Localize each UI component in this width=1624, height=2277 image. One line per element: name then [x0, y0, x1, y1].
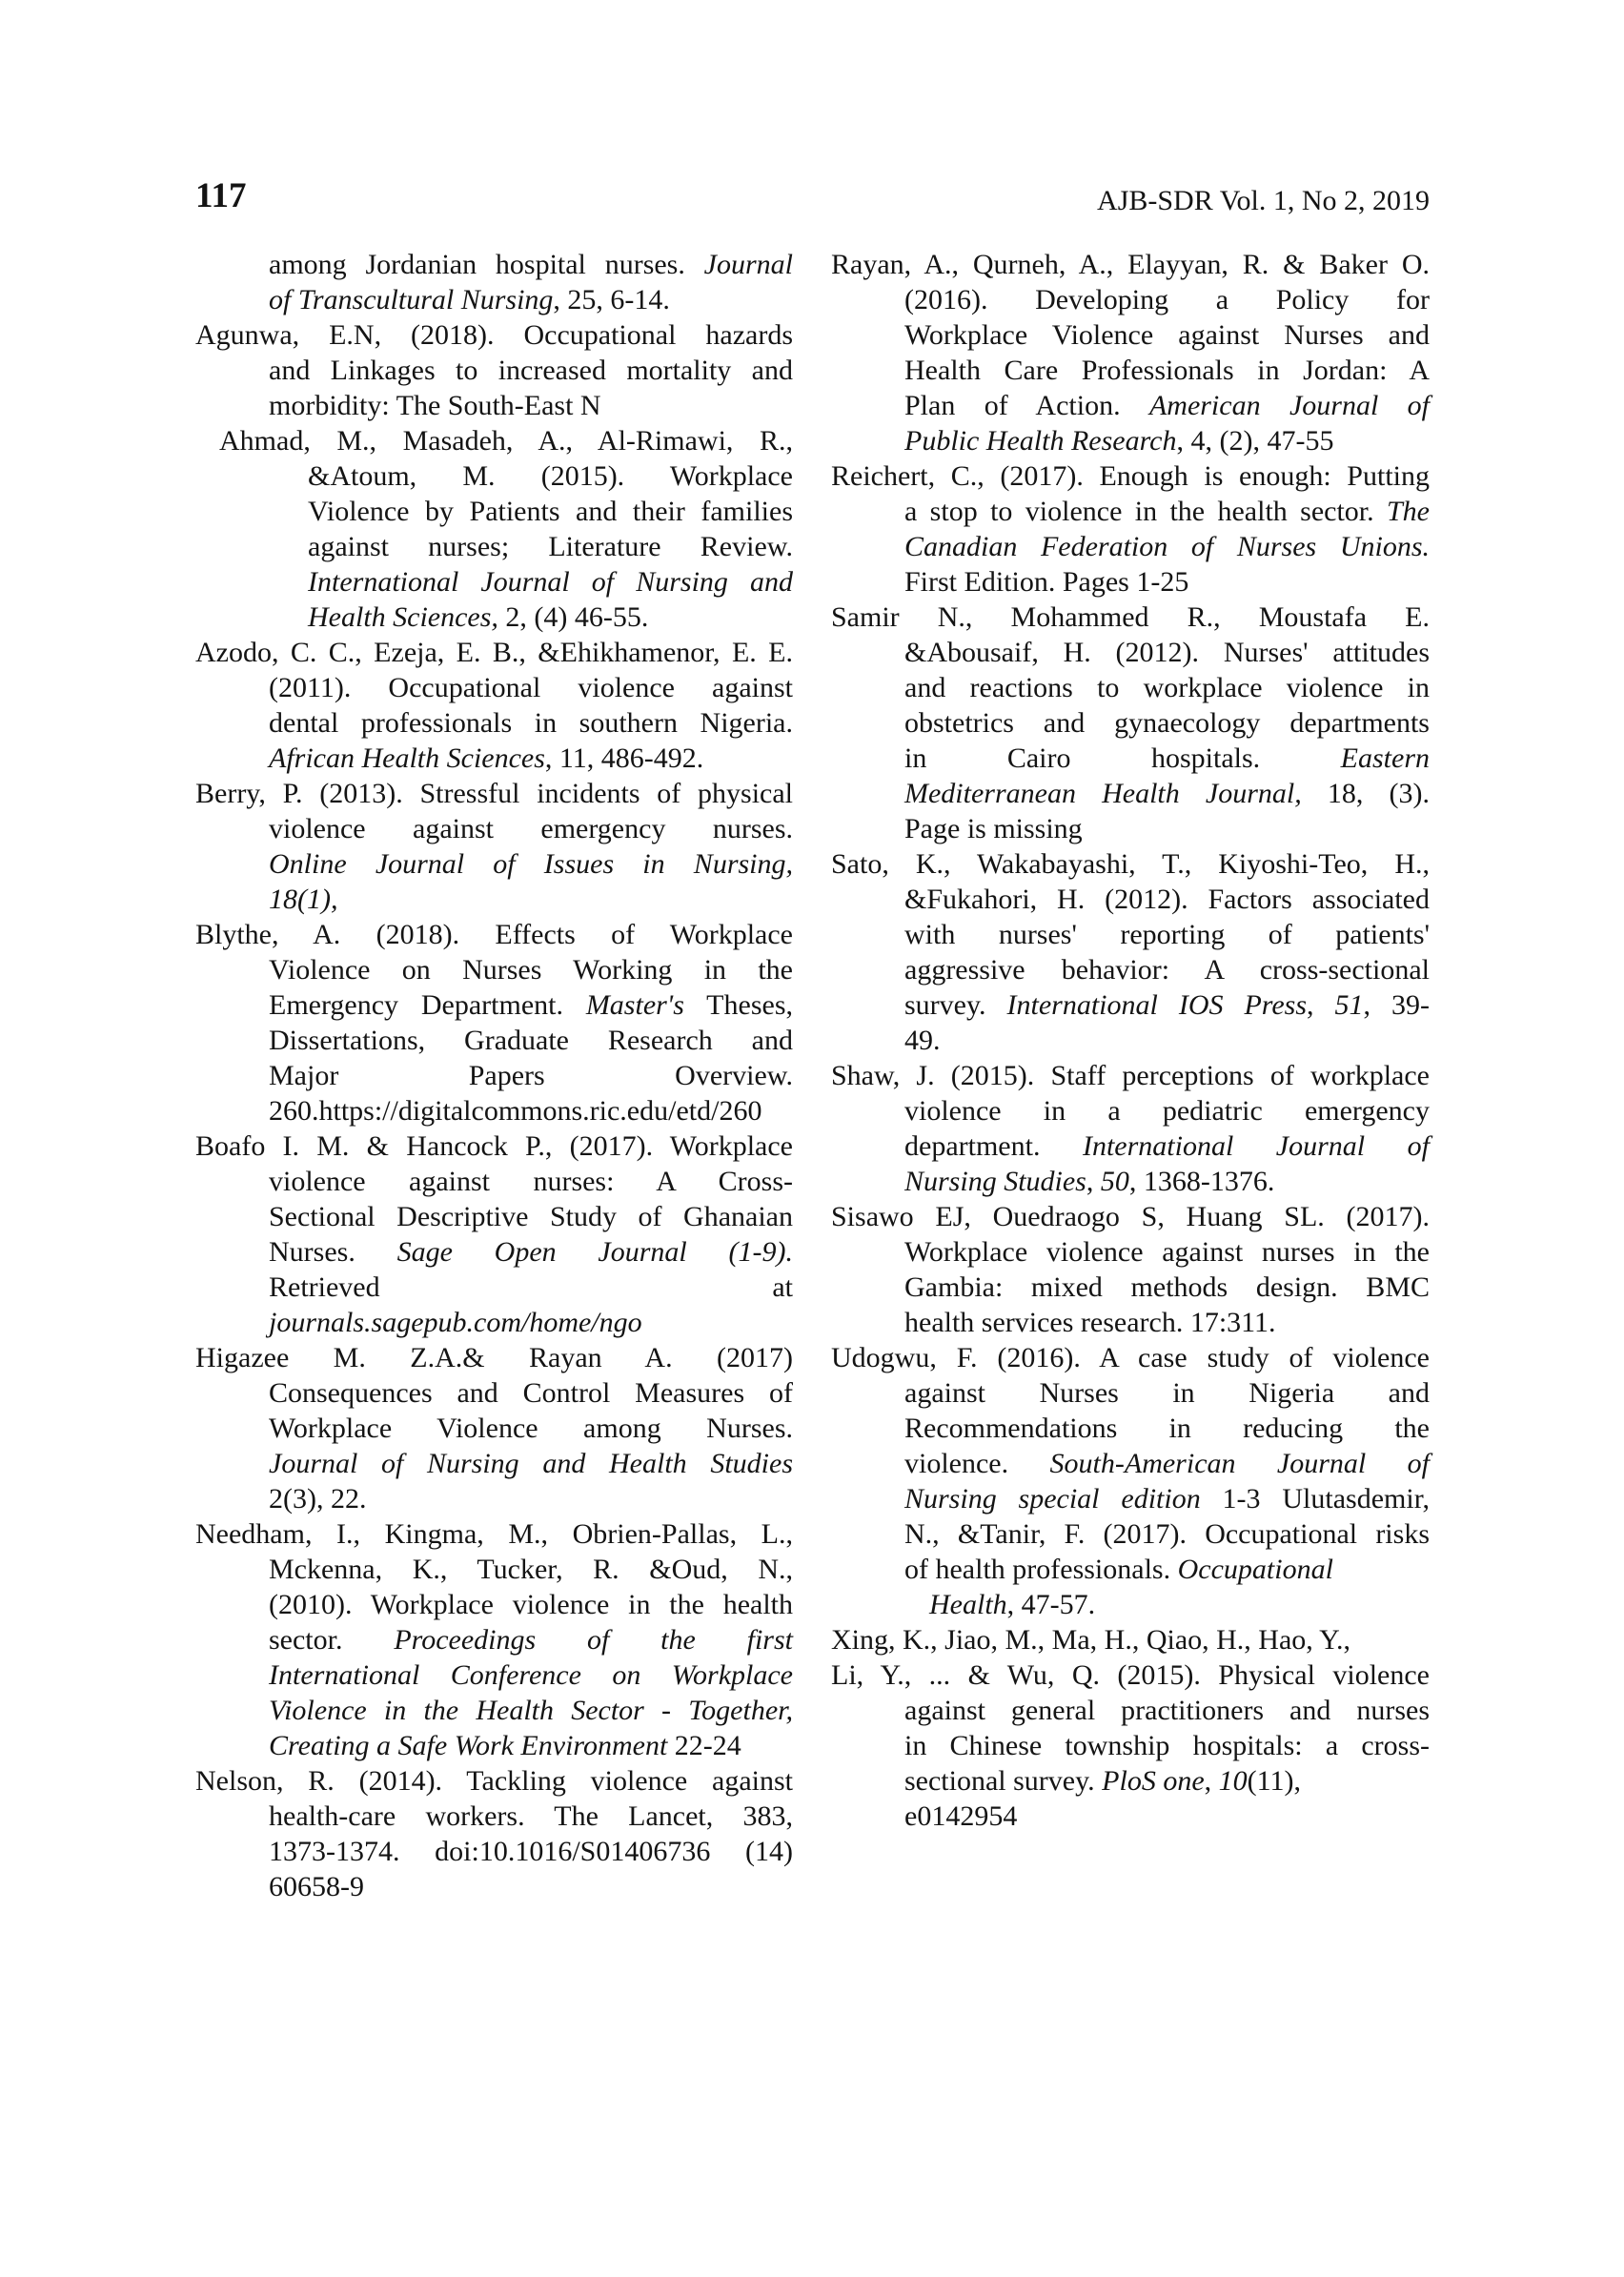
reference-entry [195, 317, 793, 423]
reference-text: Sato, K., Wakabayashi, T., Kiyoshi-Teo, H., [831, 848, 1430, 880]
reference-line [195, 1516, 793, 1552]
reference-text: Berry, P. (2013). Stressful incidents of physical [195, 778, 793, 809]
reference-line [831, 1199, 1430, 1234]
reference-line [831, 1340, 1430, 1375]
reference-entry [195, 1340, 793, 1516]
reference-text: Dissertations, Graduate Research and [269, 1025, 793, 1056]
reference-text: aggressive behavior: A cross-sectional [904, 954, 1430, 986]
reference-line [831, 1023, 1430, 1058]
reference-line [195, 1128, 793, 1164]
reference-text-italic: Mediterranean Health Journal, [904, 778, 1302, 809]
reference-line [831, 635, 1430, 670]
reference-text: 2, (4) 46-55. [497, 601, 649, 633]
reference-text: Violence by Patients and their families [308, 496, 793, 527]
reference-text: obstetrics and gynaecology departments [904, 707, 1430, 739]
reference-line [831, 1411, 1430, 1446]
reference-line [195, 1305, 793, 1340]
reference-text: (2016). Developing a Policy for [904, 284, 1430, 315]
reference-text: survey. [904, 989, 1007, 1021]
reference-text: Rayan, A., Qurneh, A., Elayyan, R. & Baker O. [831, 249, 1430, 280]
reference-line [831, 846, 1430, 882]
reference-line [831, 1728, 1430, 1763]
page-number: 117 [195, 176, 247, 215]
reference-text: Workplace Violence against Nurses and [904, 319, 1430, 351]
reference-entry [195, 1128, 793, 1340]
reference-line [831, 705, 1430, 741]
reference-line [831, 987, 1430, 1023]
reference-entry [195, 917, 793, 1128]
reference-line [195, 529, 793, 564]
reference-line [831, 282, 1430, 317]
reference-line [831, 247, 1430, 282]
reference-text-italic: 51 [1334, 989, 1364, 1021]
reference-text: violence against emergency nurses. [269, 813, 793, 844]
reference-text: Samir N., Mohammed R., Moustafa E. [831, 601, 1430, 633]
reference-text: , [1307, 989, 1335, 1021]
reference-line [195, 1023, 793, 1058]
reference-text-italic: Public Health Research [904, 425, 1177, 457]
reference-text: Higazee M. Z.A.& Rayan A. (2017) [195, 1342, 793, 1373]
reference-text: First Edition. Pages 1-25 [904, 566, 1189, 598]
reference-line [195, 600, 793, 635]
reference-entry [831, 1622, 1430, 1834]
reference-line [195, 1234, 793, 1270]
reference-line [831, 423, 1430, 458]
reference-text: dental professionals in southern Nigeria. [269, 707, 793, 739]
reference-text: a stop to violence in the health sector. [904, 496, 1387, 527]
reference-line [195, 987, 793, 1023]
reference-entry [195, 1516, 793, 1763]
reference-entry [831, 1199, 1430, 1340]
reference-line [195, 1375, 793, 1411]
reference-line [831, 1305, 1430, 1340]
reference-line [195, 705, 793, 741]
reference-entry [831, 247, 1430, 458]
reference-line [831, 776, 1430, 811]
reference-text: Ahmad, M., Masadeh, A., Al-Rimawi, R., [219, 425, 793, 457]
reference-line [195, 1552, 793, 1587]
reference-text-italic: Master's [585, 989, 684, 1021]
reference-text: and Linkages to increased mortality and [269, 355, 793, 386]
reference-line [195, 1799, 793, 1834]
reference-line [831, 1093, 1430, 1128]
reference-text-italic: International IOS Press [1006, 989, 1308, 1021]
reference-text: N., &Tanir, F. (2017). Occupational risks [904, 1518, 1430, 1550]
reference-line [195, 1270, 793, 1305]
reference-line [831, 1622, 1430, 1657]
reference-line [195, 423, 793, 458]
reference-text-italic: Online Journal of Issues in Nursing, [269, 848, 793, 880]
reference-line [831, 458, 1430, 494]
reference-text: Boafo I. M. & Hancock P., (2017). Workplace [195, 1130, 793, 1162]
reference-text: Major Papers Overview. [269, 1060, 793, 1091]
reference-entry [831, 458, 1430, 600]
reference-text: Azodo, C. C., Ezeja, E. B., &Ehikhamenor, E. E. [195, 637, 793, 668]
reference-text: (11), [1247, 1765, 1302, 1797]
reference-text-italic: Violence in the Health Sector - Together, [269, 1695, 793, 1726]
references-column-left [195, 247, 793, 1904]
reference-line [195, 388, 793, 423]
reference-text-italic: Nursing Studies [904, 1166, 1086, 1197]
reference-text: health services research. 17:311. [904, 1307, 1276, 1338]
reference-text: Shaw, J. (2015). Staff perceptions of workplace [831, 1060, 1430, 1091]
reference-line [831, 388, 1430, 423]
reference-line [831, 1058, 1430, 1093]
journal-header: AJB-SDR Vol. 1, No 2, 2019 [1097, 185, 1430, 216]
reference-text-italic: PloS one [1102, 1765, 1205, 1797]
reference-line [831, 1552, 1430, 1587]
reference-line [831, 1234, 1430, 1270]
reference-text: , 11, 486-492. [544, 742, 704, 774]
reference-line [831, 529, 1430, 564]
reference-text: Emergency Department. [269, 989, 586, 1021]
reference-text-italic: Creating a Safe Work Environment [269, 1730, 668, 1761]
reference-text: Health Care Professionals in Jordan: A [904, 355, 1430, 386]
reference-line [195, 564, 793, 600]
reference-line [195, 811, 793, 846]
reference-line [831, 1270, 1430, 1305]
reference-text: 60658-9 [269, 1871, 364, 1902]
reference-text: health-care workers. The Lancet, 383, [269, 1800, 793, 1832]
reference-text: , [1204, 1765, 1219, 1797]
reference-line [831, 952, 1430, 987]
reference-text: 260.https://digitalcommons.ric.edu/etd/260 [269, 1095, 762, 1127]
reference-line [195, 1411, 793, 1446]
reference-text: Xing, K., Jiao, M., Ma, H., Qiao, H., Hao, Y., [831, 1624, 1350, 1656]
reference-entry [195, 1763, 793, 1904]
reference-text-italic: Proceedings of the first [394, 1624, 793, 1656]
reference-line [195, 1340, 793, 1375]
reference-text: in Chinese township hospitals: a cross- [904, 1730, 1430, 1761]
reference-line [195, 1728, 793, 1763]
reference-text-italic: The [1387, 496, 1430, 527]
reference-text-italic: South-American Journal of [1049, 1448, 1430, 1479]
reference-line [195, 1869, 793, 1904]
reference-line [195, 846, 793, 882]
reference-text: , 25, 6-14. [553, 284, 670, 315]
reference-text: and reactions to workplace violence in [904, 672, 1430, 703]
reference-text-italic: Journal [703, 249, 793, 280]
reference-text-italic: Occupational [1177, 1554, 1333, 1585]
reference-line [195, 1164, 793, 1199]
reference-line [831, 741, 1430, 776]
reference-text: Workplace violence against nurses in the [904, 1236, 1430, 1268]
reference-entry [831, 846, 1430, 1058]
reference-line [831, 1763, 1430, 1799]
reference-text: 22-24 [667, 1730, 741, 1761]
reference-line [195, 917, 793, 952]
reference-line [195, 776, 793, 811]
reference-text-italic: Sage Open Journal (1-9). [396, 1236, 793, 1268]
reference-text: Nelson, R. (2014). Tackling violence against [195, 1765, 793, 1797]
reference-text: Consequences and Control Measures of [269, 1377, 793, 1409]
reference-entry [195, 247, 793, 317]
reference-line [195, 635, 793, 670]
reference-text: 49. [904, 1025, 941, 1056]
reference-text-italic: 18(1), [269, 884, 338, 915]
reference-text: Page is missing [904, 813, 1083, 844]
reference-text: Blythe, A. (2018). Effects of Workplace [195, 919, 793, 950]
reference-text-italic: African Health Sciences [269, 742, 545, 774]
reference-line [195, 741, 793, 776]
reference-line [831, 1375, 1430, 1411]
reference-text: e0142954 [904, 1800, 1018, 1832]
reference-line [831, 670, 1430, 705]
reference-text: of health professionals. [904, 1554, 1178, 1585]
reference-text: Sectional Descriptive Study of Ghanaian [269, 1201, 793, 1232]
reference-line [831, 917, 1430, 952]
reference-text: &Atoum, M. (2015). Workplace [308, 460, 793, 492]
reference-text: violence. [904, 1448, 1050, 1479]
reference-text: , 47-57. [1006, 1589, 1096, 1620]
reference-text: Nurses. [269, 1236, 397, 1268]
reference-text-italic: 50 [1100, 1166, 1129, 1197]
reference-text: sector. [269, 1624, 395, 1656]
reference-text: Recommendations in reducing the [904, 1413, 1430, 1444]
reference-text-italic: Health Sciences, [308, 601, 498, 633]
reference-entry [195, 635, 793, 776]
reference-line [831, 1799, 1430, 1834]
reference-text-italic: of Transcultural Nursing [269, 284, 554, 315]
reference-text: Plan of Action. [904, 390, 1149, 421]
reference-text-italic: 10 [1218, 1765, 1248, 1797]
reference-line [195, 1763, 793, 1799]
reference-line [195, 494, 793, 529]
reference-line [831, 811, 1430, 846]
reference-line [195, 882, 793, 917]
reference-text-italic: Nursing special edition [904, 1483, 1201, 1515]
reference-line [195, 1657, 793, 1693]
reference-line [195, 1199, 793, 1234]
reference-text: &Fukahori, H. (2012). Factors associated [904, 884, 1430, 915]
reference-text: Udogwu, F. (2016). A case study of violence [831, 1342, 1430, 1373]
reference-text: against Nurses in Nigeria and [904, 1377, 1430, 1409]
references-column-right [831, 247, 1430, 1834]
reference-line [831, 1164, 1430, 1199]
reference-line [831, 317, 1430, 353]
reference-line [195, 317, 793, 353]
reference-entry [195, 776, 793, 917]
reference-text: violence in a pediatric emergency [904, 1095, 1430, 1127]
reference-text: Workplace Violence among Nurses. [269, 1413, 793, 1444]
reference-text: (2010). Workplace violence in the health [269, 1589, 793, 1620]
reference-text: Violence on Nurses Working in the [269, 954, 793, 986]
reference-entry [195, 423, 793, 635]
reference-line [831, 1446, 1430, 1481]
reference-text-italic: Health [929, 1589, 1007, 1620]
reference-text: Retrieved at [269, 1271, 793, 1303]
reference-line [195, 247, 793, 282]
reference-text-italic: American Journal of [1148, 390, 1430, 421]
reference-text: sectional survey. [904, 1765, 1103, 1797]
reference-line [195, 1481, 793, 1516]
reference-text: in Cairo hospitals. [904, 742, 1341, 774]
reference-line [831, 1516, 1430, 1552]
reference-text: , 4, (2), 47-55 [1176, 425, 1334, 457]
reference-line [831, 1587, 1430, 1622]
reference-line [195, 282, 793, 317]
reference-text: against general practitioners and nurses [904, 1695, 1430, 1726]
reference-line [195, 1587, 793, 1622]
reference-line [831, 1128, 1430, 1164]
reference-text: 18, (3). [1301, 778, 1431, 809]
reference-text: , 39- [1363, 989, 1430, 1021]
reference-line [831, 353, 1430, 388]
reference-text: (2011). Occupational violence against [269, 672, 793, 703]
reference-line [195, 1093, 793, 1128]
reference-text-italic: Eastern [1340, 742, 1430, 774]
reference-line [831, 882, 1430, 917]
reference-line [831, 1693, 1430, 1728]
reference-text-italic: International Journal of Nursing and [308, 566, 793, 598]
reference-line [831, 1657, 1430, 1693]
reference-text: 2(3), 22. [269, 1483, 367, 1515]
reference-text: Sisawo EJ, Ouedraogo S, Huang SL. (2017). [831, 1201, 1430, 1232]
reference-text: Gambia: mixed methods design. BMC [904, 1271, 1430, 1303]
reference-text: violence against nurses: A Cross- [269, 1166, 793, 1197]
reference-text-italic: International Conference on Workplace [269, 1659, 793, 1691]
reference-line [195, 670, 793, 705]
reference-text: morbidity: The South-East N [269, 390, 601, 421]
reference-line [831, 494, 1430, 529]
reference-text-italic: Journal of Nursing and Health Studies [269, 1448, 793, 1479]
reference-line [195, 1058, 793, 1093]
reference-text: Li, Y., ... & Wu, Q. (2015). Physical violence [831, 1659, 1430, 1691]
reference-text: with nurses' reporting of patients' [904, 919, 1430, 950]
reference-line [831, 564, 1430, 600]
reference-text: , 1368-1376. [1128, 1166, 1275, 1197]
reference-text: 1-3 Ulutasdemir, [1200, 1483, 1430, 1515]
reference-text: department. [904, 1130, 1083, 1162]
reference-text-italic: International Journal of [1082, 1130, 1430, 1162]
reference-text: Theses, [683, 989, 793, 1021]
reference-text: Reichert, C., (2017). Enough is enough: Putting [831, 460, 1430, 492]
reference-text: 1373-1374. doi:10.1016/S01406736 (14) [269, 1836, 793, 1867]
reference-entry [831, 600, 1430, 846]
reference-text-italic: Canadian Federation of Nurses Unions. [904, 531, 1430, 562]
reference-line [195, 1622, 793, 1657]
reference-entry [831, 1058, 1430, 1199]
reference-line [195, 353, 793, 388]
reference-line [831, 1481, 1430, 1516]
reference-text-italic: journals.sagepub.com/home/ngo [269, 1307, 642, 1338]
reference-line [195, 458, 793, 494]
reference-text: &Abousaif, H. (2012). Nurses' attitudes [904, 637, 1430, 668]
reference-text: Needham, I., Kingma, M., Obrien-Pallas, L., [195, 1518, 793, 1550]
reference-entry [831, 1340, 1430, 1622]
reference-text: against nurses; Literature Review. [308, 531, 793, 562]
reference-line [195, 1693, 793, 1728]
reference-text: Agunwa, E.N, (2018). Occupational hazards [195, 319, 793, 351]
reference-line [195, 1834, 793, 1869]
reference-line [195, 1446, 793, 1481]
reference-text: among Jordanian hospital nurses. [269, 249, 704, 280]
reference-text: , [1086, 1166, 1101, 1197]
reference-line [831, 600, 1430, 635]
reference-line [195, 952, 793, 987]
reference-text: Mckenna, K., Tucker, R. &Oud, N., [269, 1554, 793, 1585]
